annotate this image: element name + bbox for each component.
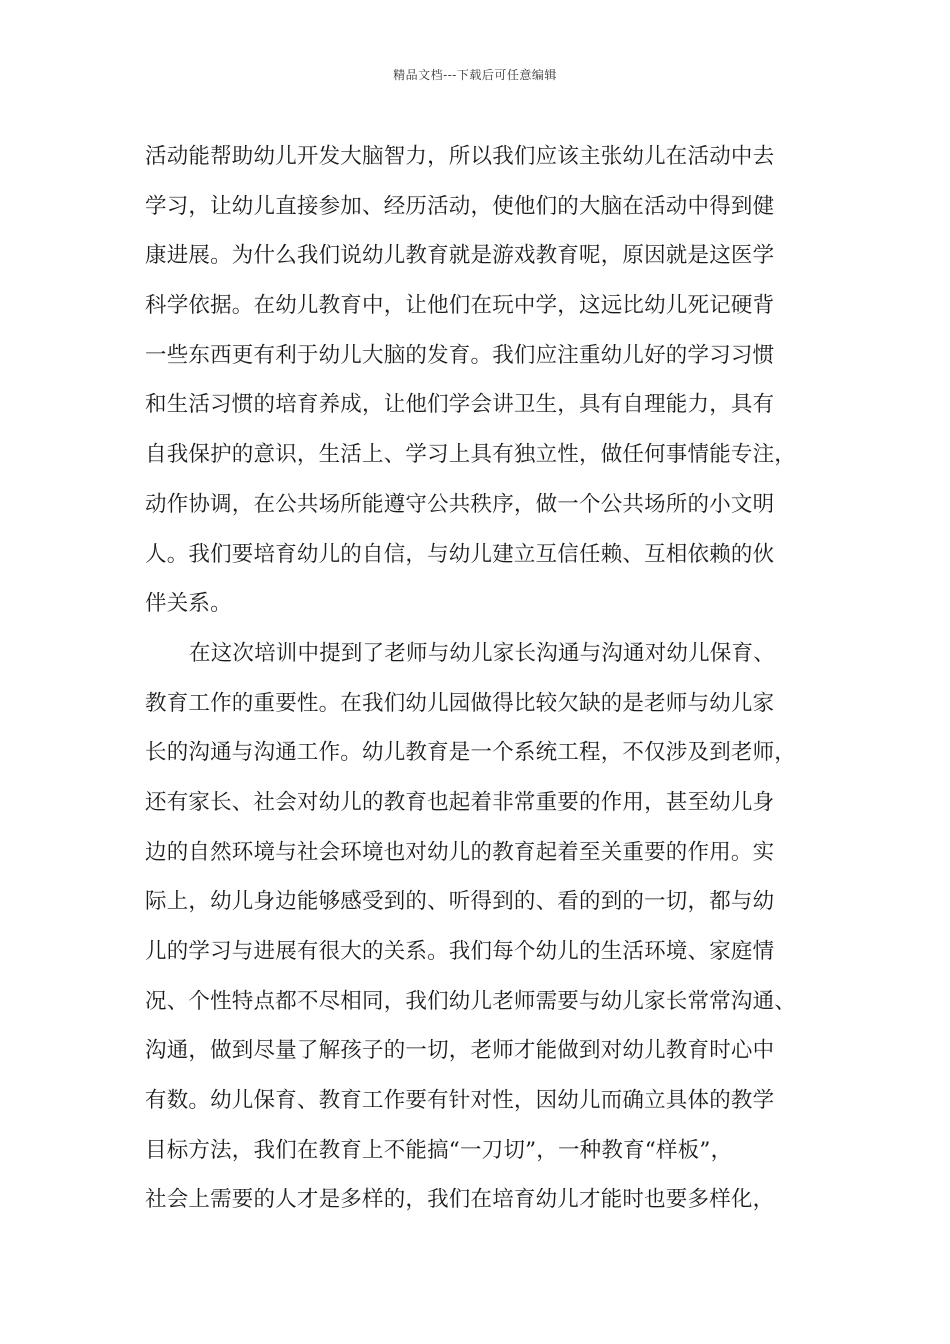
paragraph-1 xyxy=(145,132,825,629)
text-line: 际上，幼儿身边能够感受到的、听得到的、看的到的一切，都与幼 xyxy=(145,889,775,915)
text-line: 况、个性特点都不尽相同，我们幼儿老师需要与幼儿家长常常沟通、 xyxy=(145,988,797,1014)
text-line: 社会上需要的人才是多样的，我们在培育幼儿才能时也要多样化， xyxy=(145,1187,775,1213)
text-line: 边的自然环境与社会环境也对幼儿的教育起着至关重要的作用。实 xyxy=(145,839,775,865)
text-line: 还有家长、社会对幼儿的教育也起着非常重要的作用，甚至幼儿身 xyxy=(145,789,775,815)
text-line: 人。我们要培育幼儿的自信，与幼儿建立互信任赖、互相依赖的伙 xyxy=(145,541,775,567)
text-line: 教育工作的重要性。在我们幼儿园做得比较欠缺的是老师与幼儿家 xyxy=(145,690,775,716)
document-body xyxy=(145,132,825,1225)
text-line: 和生活习惯的培育养成，让他们学会讲卫生，具有自理能力，具有 xyxy=(145,392,775,418)
text-line: 有数。幼儿保育、教育工作要有针对性，因幼儿而确立具体的教学 xyxy=(145,1088,775,1114)
text-line: 学习，让幼儿直接参加、经历活动，使他们的大脑在活动中得到健 xyxy=(145,193,775,219)
text-line: 动作协调，在公共场所能遵守公共秩序，做一个公共场所的小文明 xyxy=(145,491,775,517)
text-line: 活动能帮助幼儿开发大脑智力，所以我们应该主张幼儿在活动中去 xyxy=(145,144,775,169)
page-header: 精品文档---下载后可任意编辑 xyxy=(393,68,557,82)
text-line: 儿的学习与进展有很大的关系。我们每个幼儿的生活环境、家庭情 xyxy=(145,939,775,964)
paragraph-2 xyxy=(145,629,825,1225)
text-line: 沟通，做到尽量了解孩子的一切，老师才能做到对幼儿教育时心中 xyxy=(145,1038,775,1064)
text-line: 目标方法，我们在教育上不能搞“一刀切”，一种教育“样板”， xyxy=(145,1137,733,1163)
text-line: 长的沟通与沟通工作。幼儿教育是一个系统工程，不仅涉及到老师， xyxy=(145,740,797,766)
text-line: 科学依据。在幼儿教育中，让他们在玩中学，这远比幼儿死记硬背 xyxy=(145,293,775,319)
text-line: 康进展。为什么我们说幼儿教育就是游戏教育呢，原因就是这医学 xyxy=(145,243,775,269)
text-line: 一些东西更有利于幼儿大脑的发育。我们应注重幼儿好的学习习惯 xyxy=(145,342,775,368)
text-line: 自我保护的意识，生活上、学习上具有独立性，做任何事情能专注， xyxy=(145,442,797,468)
text-line: 伴关系。 xyxy=(145,591,232,617)
text-line: 在这次培训中提到了老师与幼儿家长沟通与沟通对幼儿保育、 xyxy=(189,640,775,666)
